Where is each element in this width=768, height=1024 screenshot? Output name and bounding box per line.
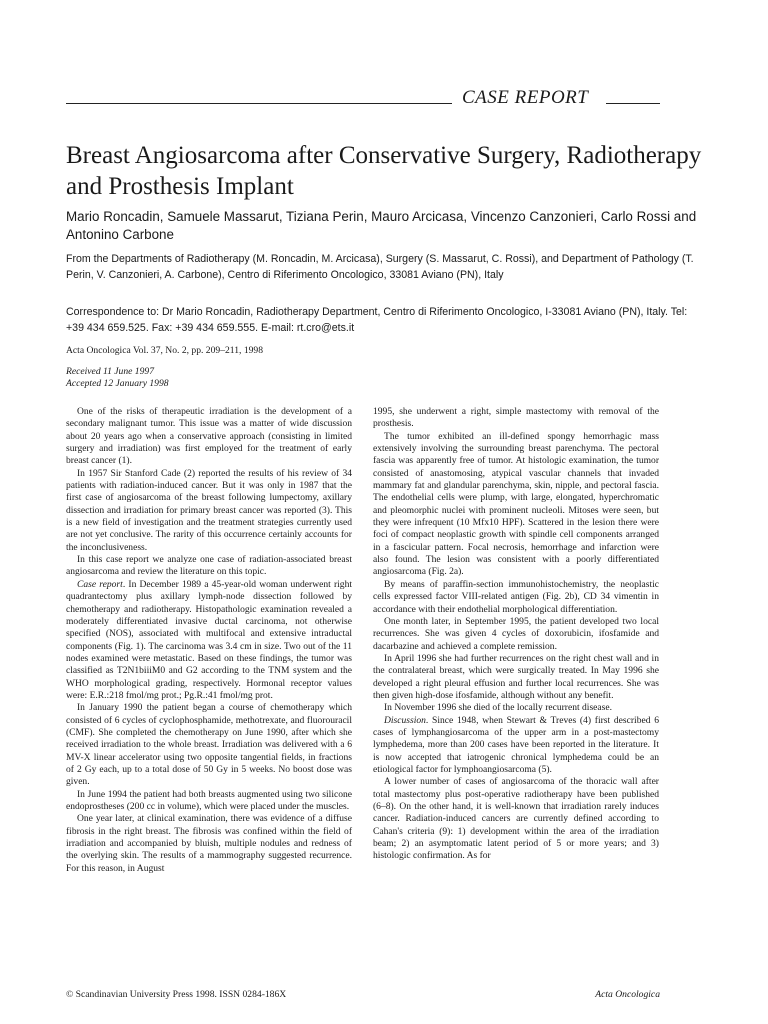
received-accepted-dates: [66, 366, 169, 390]
paragraph-text: . In December 1989 a 45-year-old woman underwent right quadrantectomy plus axillary lymph-node dissection followed by chemotherapy and radiotherapy. Histopathologic examination revealed a moderately differentiated invasive ductal carcinoma, not otherwise specified (NOS), associated with multifocal and extensive intraductal components (Fig. 1). The carcinoma was 3.4 cm in size. Two out of the 11 nodes examined were metastatic. Based on these findings, the tumor was classified as T2N1biiiM0 and G2 according to the TNM system and the WHO morphological grading, respectively. Hormonal receptor values were: E.R.:218 fmol/mg prot.; Pg.R.:41 fmol/mg prot.: [66, 578, 353, 701]
paragraph-text: In this case report we analyze one case of radiation-associated breast angiosarcoma and review the literature on this topic.: [66, 554, 352, 578]
paragraph-lead: Discussion: [384, 714, 426, 726]
header-rule-left: [66, 103, 452, 104]
correspondence-text: Correspondence to: Dr Mario Roncadin, Radiotherapy Department, Centro di Riferimento Oncologico, I-33081 Aviano (PN), Italy. Tel: +39 434 659.525. Fax: +39 434 659.555. E-mail: rt.cro@ets.it: [66, 306, 688, 334]
paragraph-lead: Case report: [77, 578, 123, 590]
body-paragraph: [66, 789, 352, 814]
paragraph-text: One month later, in September 1995, the patient developed two local recurrences. She was given 4 cycles of doxorubicin, ifosfamide and dacarbazine and achieved a complete remission.: [373, 615, 659, 652]
paragraph-text: In April 1996 she had further recurrences on the right chest wall and in the contralateral breast, which were surgically treated. In May 1996 she developed a right pleural effusion and further local recurrences. She was then given high-dose ifosfamide, although without any benefit.: [373, 652, 659, 701]
author-list: Mario Roncadin, Samuele Massarut, Tiziana Perin, Mauro Arcicasa, Vincenzo Canzonieri, Carlo Rossi and Antonino Carbone: [66, 209, 697, 242]
paragraph-text: One year later, at clinical examination, there was evidence of a diffuse fibrosis in the right breast. The fibrosis was confined within the field of irradiation and accompanied by bluish, multiple nodules and redness of the overlying skin. The results of a mammography suggested recurrence. For this reason, in August: [66, 813, 352, 874]
paragraph-text: By means of paraffin-section immunohistochemistry, the neoplastic cells expressed factor VIII-related antigen (Fig. 2b), CD 34 vimentin in accordance with their endothelial morphological differentiation.: [373, 578, 659, 615]
body-paragraph: [66, 579, 352, 702]
paragraph-text: 1995, she underwent a right, simple mastectomy with removal of the prosthesis.: [373, 406, 659, 430]
received-date: Received 11 June 1997: [66, 366, 154, 377]
accepted-date: Accepted 12 January 1998: [66, 378, 169, 389]
header-rule-right: [606, 103, 660, 104]
body-paragraph: [373, 579, 659, 616]
paragraph-text: The tumor exhibited an ill-defined spongy hemorrhagic mass extensively involving the surrounding breast parenchyma. The pectoral fascia was apparently free of tumor. At histologic examination, the tumor consisted of anastomosing, atypical vascular channels that invaded mammary fat and glandular parenchyma, skin, nipple, and pectoral fascia. The endothelial cells were plump, with large, elongated, hyperchromatic and pleomorphic nuclei with prominent nucleoli. Mitoses were seen, but they were infrequent (10 Mfx10 HPF). Scattered in the lesion there were foci of compact neoplastic growth with spindle cell components arranged in a fascicular pattern. Focal necrosis, hemorrhage and infarction were also found. The lesion was consistent with a poorly differentiated angiosarcoma (Fig. 2a).: [373, 430, 659, 578]
body-paragraph: [373, 715, 659, 777]
body-paragraph: [373, 702, 659, 714]
body-column-left: [66, 406, 352, 875]
body-column-right: [373, 406, 659, 863]
footer-journal-name: Acta Oncologica: [595, 989, 660, 1000]
paragraph-text: In June 1994 the patient had both breasts augmented using two silicone endoprostheses (200 cc in volume), which were placed under the muscles.: [66, 788, 352, 812]
body-paragraph: [66, 406, 352, 468]
body-paragraph: [373, 776, 659, 862]
body-paragraph: [373, 431, 659, 579]
paragraph-text: In November 1996 she died of the locally recurrent disease.: [384, 702, 612, 714]
journal-citation: Acta Oncologica Vol. 37, No. 2, pp. 209–211, 1998: [66, 345, 264, 356]
article-title: Breast Angiosarcoma after Conservative Surgery, Radiotherapy and Prosthesis Implant: [66, 142, 702, 200]
paragraph-text: . Since 1948, when Stewart & Treves (4) first described 6 cases of lymphangiosarcoma of the upper arm in a post-mastectomy lymphedema, more than 200 cases have been reported in the literature. It is now accepted that iatrogenic chronical lymphedema could be an etiological factor for lymphoangiosarcoma (5).: [373, 714, 659, 775]
paragraph-text: In 1957 Sir Stanford Cade (2) reported the results of his review of 34 patients with radiation-induced cancer. But it was only in 1987 that the first case of angiosarcoma of the breast following lumpectomy, axillary dissection and irradiation for primary breast cancer was reported (3). This is a new field of investigation and the treatment strategies currently used are not yet conclusive. The rarity of this occurrence certainly accounts for the inconclusiveness.: [66, 467, 352, 553]
section-label: CASE REPORT: [462, 87, 589, 108]
body-paragraph: [373, 653, 659, 702]
body-paragraph: [373, 406, 659, 431]
body-paragraph: [373, 616, 659, 653]
copyright-notice: © Scandinavian University Press 1998. ISSN 0284-186X: [66, 989, 287, 1000]
body-paragraph: [66, 468, 352, 554]
paragraph-text: One of the risks of therapeutic irradiation is the development of a secondary malignant tumor. This issue was a matter of wide discussion about 20 years ago when a conservative approach (consisting in limited surgery and irradiation) was first employed for the treatment of early breast cancer (1).: [66, 406, 352, 467]
body-paragraph: [66, 554, 352, 579]
paragraph-text: In January 1990 the patient began a course of chemotherapy which consisted of 6 cycles of cyclophosphamide, methotrexate, and fluorouracil (CMF). She completed the chemotherapy on June 1990, after which she received irradiation to the whole breast. Irradiation was delivered with a 6 MV-X linear accelerator using two opposite tangential fields, in fractions of 2 Gy each, up to a total dose of 50 Gy in 5 weeks. No boost dose was given.: [66, 702, 352, 788]
body-paragraph: [66, 702, 352, 788]
body-paragraph: [66, 813, 352, 875]
paragraph-text: A lower number of cases of angiosarcoma of the thoracic wall after total mastectomy plus post-operative radiotherapy have been published (6–8). On the other hand, it is well-known that irradiation rarely induces cancer. Radiation-induced cancers are currently defined according to Cahan's criteria (9): 1) development within the area of the irradiation beam; 2) an asymptomatic latent period of 5 or more years; and 3) histologic confirmation. As for: [373, 776, 659, 862]
affiliation-text: From the Departments of Radiotherapy (M. Roncadin, M. Arcicasa), Surgery (S. Massarut, C. Rossi), and Department of Pathology (T. Perin, V. Canzonieri, A. Carbone), Centro di Riferimento Oncologico, 33081 Aviano (PN), Italy: [66, 253, 694, 281]
